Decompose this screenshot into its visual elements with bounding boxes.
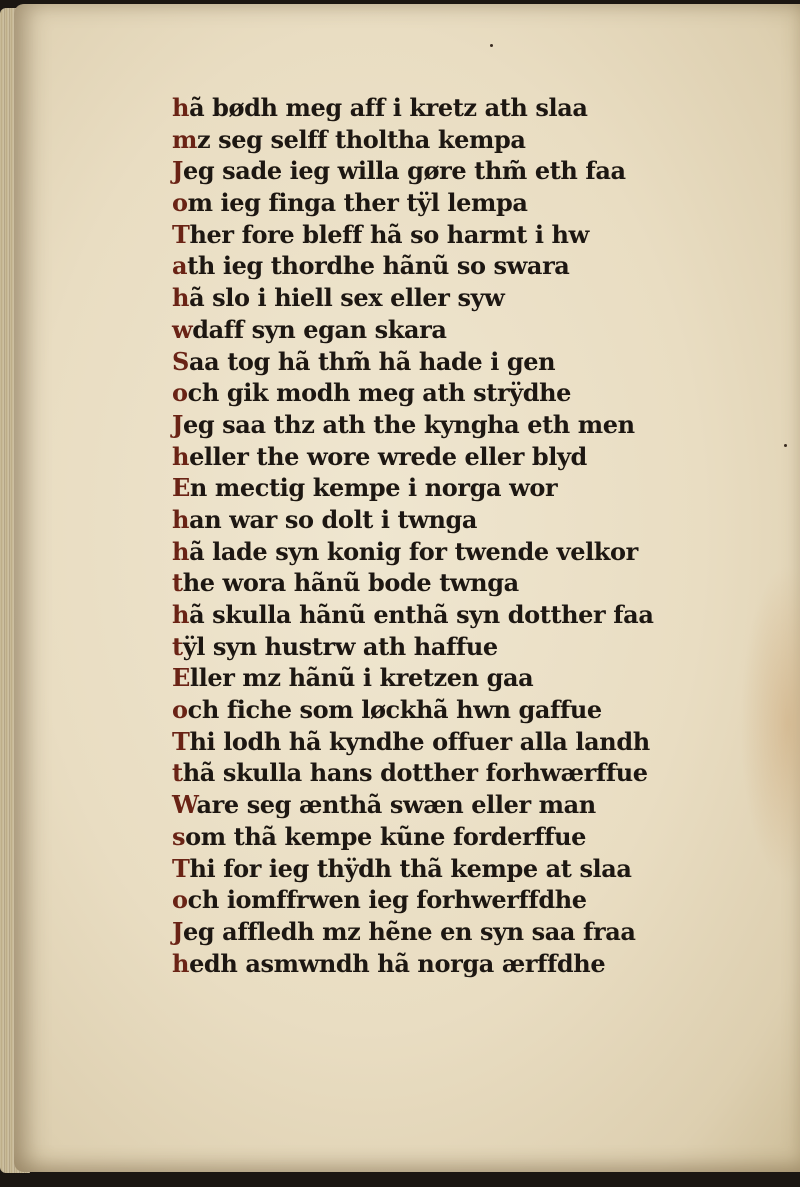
verse-line: han war so dolt i twnga [172, 504, 478, 534]
verse-line: hã slo i hiell sex eller syw [172, 283, 505, 313]
verse-line: the wora hãnũ bode twnga [172, 568, 519, 598]
verse-line: Eller mz hãnũ i kretzen gaa [172, 663, 534, 693]
verse-line: Ware seg ænthã swæn eller man [172, 790, 596, 820]
verse-line: och gik modh meg ath strÿdhe [172, 378, 572, 408]
verse-line: om ieg finga ther tÿl lempa [172, 188, 528, 218]
page-stain [740, 564, 800, 884]
verse-line: Ther fore bleff hã so harmt i hw [172, 219, 589, 249]
verse-line: Thi for ieg thÿdh thã kempe at slaa [172, 853, 632, 883]
verse-line: mz seg selff tholtha kempa [172, 124, 526, 154]
ink-speck [784, 444, 787, 447]
verse-line: thã skulla hans dotther forhwærffue [172, 758, 648, 788]
verse-line: heller the wore wrede eller blyd [172, 441, 587, 471]
verse-line: och fiche som løckhã hwn gaffue [172, 695, 602, 725]
verse-line: som thã kempe kũne forderffue [172, 821, 587, 851]
verse-line: tÿl syn hustrw ath haffue [172, 631, 498, 661]
verse-line: Jeg affledh mz hẽne en syn saa fraa [172, 916, 636, 946]
verse-line: hã lade syn konig for twende velkor [172, 536, 638, 566]
verse-line: Saa tog hã thm̃ hã hade i gen [172, 346, 556, 376]
verse-line: Jeg sade ieg willa gøre thm̃ eth faa [172, 156, 626, 186]
ink-speck [490, 44, 493, 47]
verse-line: hã bødh meg aff i kretz ath slaa [172, 93, 588, 122]
verse-text [172, 92, 652, 979]
verse-line: wdaff syn egan skara [172, 314, 447, 344]
verse-line: En mectig kempe i norga wor [172, 473, 558, 503]
verse-line: hedh asmwndh hã norga ærffdhe [172, 948, 606, 978]
verse-line: Jeg saa thz ath the kyngha eth men [172, 409, 635, 439]
verse-line: ath ieg thordhe hãnũ so swara [172, 251, 570, 281]
verse-line: och iomffrwen ieg forhwerffdhe [172, 885, 587, 915]
verse-line: Thi lodh hã kyndhe offuer alla landh [172, 726, 650, 756]
verse-line: hã skulla hãnũ enthã syn dotther faa [172, 600, 654, 629]
